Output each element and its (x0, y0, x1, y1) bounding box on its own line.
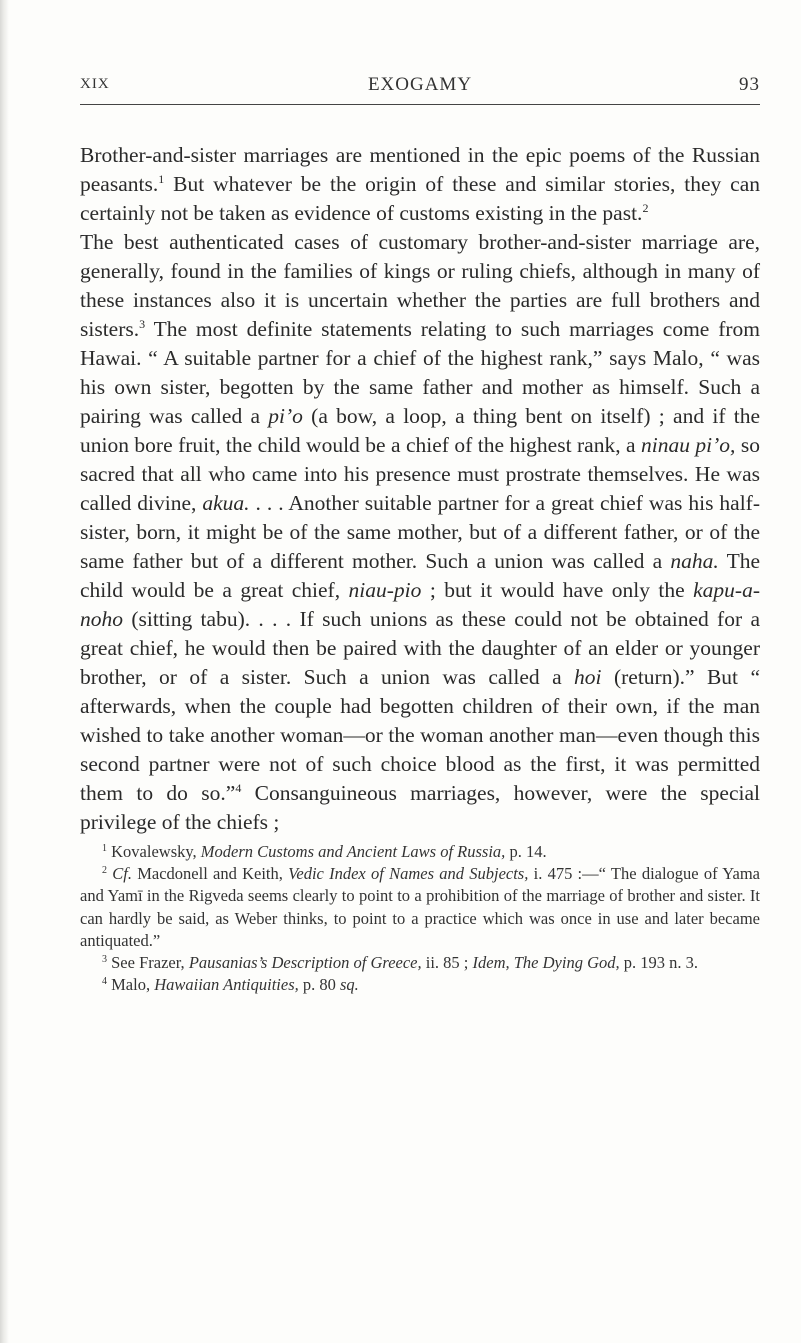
term-niau-pio: niau-pio (348, 578, 422, 602)
term-hoi: hoi (574, 665, 602, 689)
footnote-1: $^1$ Kovalewsky, Modern Customs and Ancient Laws of Russia, p. 14. (102, 842, 547, 861)
book-page (80, 62, 760, 996)
page-edge-shadow (0, 0, 9, 1343)
running-header (80, 62, 760, 105)
term-kapu-a-noho: kapu-a-noho (80, 578, 761, 631)
term-naha: naha. (670, 549, 719, 573)
term-akua: akua. (202, 491, 250, 515)
footnotes (80, 841, 760, 996)
footnote-2: $^2$ Cf. Macdonell and Keith, Vedic Index of Names and Subjects, i. 475 :—“ The dialogue of Yama and Yamī in the Rigveda seems clearly to point to a prohibition of the marriage of brother and sister. It can hardly be said, as Weber thinks, to point to a practice which was once in use and later became antiquated.” (80, 864, 761, 950)
term-ninau-pio: ninau pi’o, (641, 433, 736, 457)
paragraph-1: Brother-and-sister marriages are mentioned in the epic poems of the Russian peasants.$^1$ But whatever be the origin of these and similar stories, they can certainly not be taken as evidence of customs existing in the past.$^2$ (80, 143, 760, 225)
main-text (80, 141, 760, 837)
footnote-ref-2[interactable]: 2 (642, 201, 649, 215)
footnote-4: $^4$ Malo, Hawaiian Antiquities, p. 80 sq. (102, 975, 359, 995)
footnote-ref-3[interactable]: 3 (139, 317, 146, 331)
chapter-number: XIX (80, 76, 110, 92)
footnote-3: $^3$ See Frazer, Pausanias’s Description of Greece, ii. 85 ; Idem, The Dying God, p. 193 n. 3. (102, 953, 698, 973)
term-pio: pi’o (268, 404, 303, 428)
paragraph-2: The best authenticated cases of customary brother-and-sister marriage are, generally, found in the families of kings or ruling chiefs, although in many of these instances also it is uncertain whether the parties are full brothers and sisters.$^3$ The most definite statements relating to such marriages come from Hawai. “ A suitable partner for a chief of the highest rank,” says Malo, “ was his own sister, begotten by the same father and mother as himself. Such a pairing was called a pi’o (a bow, a loop, a thing bent on itself) ; and if the union bore fruit, the child would be a chief of the highest rank, a ninau pi’o, so sacred that all who came into his presence must prostrate themselves. He was called divine, akua. . . . Another suitable partner for a great chief was his half-sister, born, it might be of the same mother, but of a different father, or of the same father but of a different mother. Such a union was called a naha. The child would be a great chief, niau-pio ; but it would have only the kapu-a-noho (sitting tabu). . . . If such unions as these could not be obtained for a great chief, he would then be paired with the daughter of an elder or younger brother, or of a sister. Such a union was called a hoi (return).” But “ afterwards, when the couple had begotten children of their own, if the man wished to take another woman—or the woman another man—even though this second partner were not of such choice blood as the first, it was permitted them to do so.”$^4$ Consanguineous marriages, however, were the special privilege of the chiefs ; (80, 230, 761, 834)
page-number: 93 (739, 74, 760, 95)
footnote-ref-4[interactable]: 4 (235, 781, 242, 795)
footnote-ref-1[interactable]: 1 (158, 172, 165, 186)
running-title: EXOGAMY (367, 74, 473, 95)
